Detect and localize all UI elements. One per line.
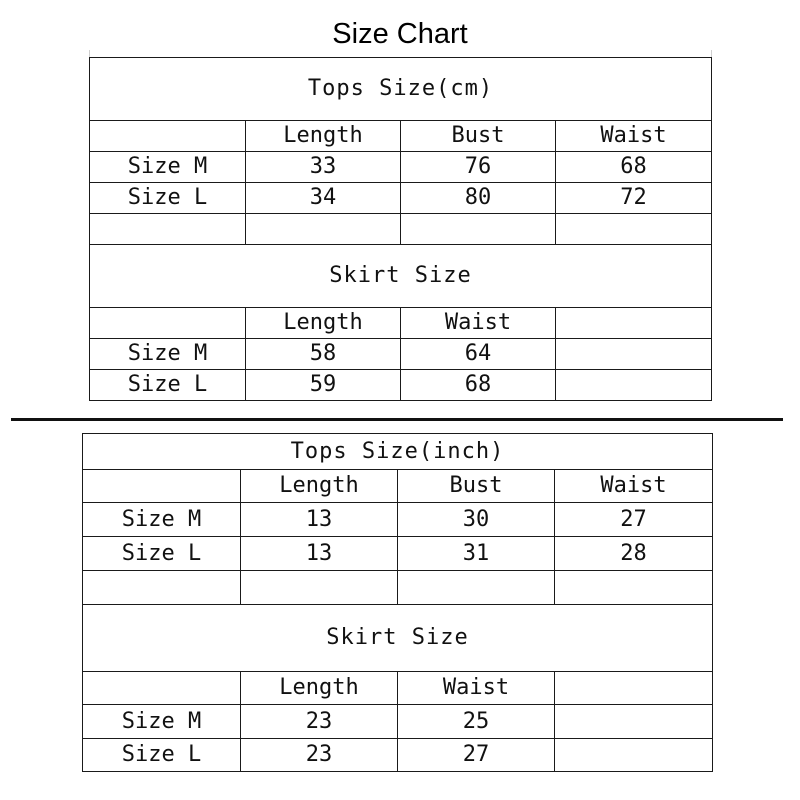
column-header (555, 672, 713, 705)
row-label: Size L (90, 370, 246, 401)
table-cell (555, 571, 713, 605)
table-cell: 72 (556, 183, 712, 214)
column-header-waist: Waist (555, 470, 713, 503)
row-label: Size M (83, 705, 241, 739)
table-cell: 28 (555, 537, 713, 571)
table-row (90, 183, 712, 214)
table-row (83, 503, 713, 537)
table-cell: 31 (398, 537, 555, 571)
column-header-bust: Bust (398, 470, 555, 503)
table-cell (83, 571, 241, 605)
column-header-length: Length (246, 121, 401, 152)
column-header-waist: Waist (556, 121, 712, 152)
table-cell (556, 339, 712, 370)
column-header-bust: Bust (401, 121, 556, 152)
table-row (83, 705, 713, 739)
skirt-header: Skirt Size (83, 605, 713, 672)
table-cell (246, 214, 401, 245)
table-row (90, 370, 712, 401)
table-row (90, 339, 712, 370)
column-header-length: Length (241, 672, 398, 705)
empty-row (90, 214, 712, 245)
table-cell: 34 (246, 183, 401, 214)
table-cell (401, 214, 556, 245)
table-cell (556, 370, 712, 401)
table-cell: 80 (401, 183, 556, 214)
table-cell: 76 (401, 152, 556, 183)
row-label: Size L (83, 739, 241, 772)
table-cell: 13 (241, 537, 398, 571)
column-header (83, 470, 241, 503)
table-cell (555, 705, 713, 739)
column-header (90, 121, 246, 152)
table-cell: 25 (398, 705, 555, 739)
table-cell: 68 (401, 370, 556, 401)
table-cell: 27 (555, 503, 713, 537)
row-label: Size M (90, 339, 246, 370)
column-header-waist: Waist (401, 308, 556, 339)
table-cell (241, 571, 398, 605)
column-header-length: Length (241, 470, 398, 503)
size-table-inch (82, 433, 713, 772)
column-header (90, 308, 246, 339)
column-header-waist: Waist (398, 672, 555, 705)
page-title: Size Chart (332, 18, 468, 50)
table-row (90, 152, 712, 183)
table-cell: 23 (241, 739, 398, 772)
table-cell: 30 (398, 503, 555, 537)
row-label: Size M (83, 503, 241, 537)
row-label: Size L (83, 537, 241, 571)
row-label: Size M (90, 152, 246, 183)
table-row (83, 739, 713, 772)
table-cell (555, 739, 713, 772)
table-cell: 58 (246, 339, 401, 370)
tops-header: Tops Size(inch) (83, 434, 713, 470)
empty-row (83, 571, 713, 605)
column-header (556, 308, 712, 339)
table-cell (556, 214, 712, 245)
tops-header: Tops Size(cm) (90, 58, 712, 121)
table-cell (398, 571, 555, 605)
table-cell: 64 (401, 339, 556, 370)
table-cell: 33 (246, 152, 401, 183)
table-cell (90, 214, 246, 245)
column-header (83, 672, 241, 705)
skirt-header: Skirt Size (90, 245, 712, 308)
table-cell: 27 (398, 739, 555, 772)
table-cell: 68 (556, 152, 712, 183)
table-row (83, 537, 713, 571)
table-cell: 13 (241, 503, 398, 537)
table-cell: 59 (246, 370, 401, 401)
table-cell: 23 (241, 705, 398, 739)
column-header-length: Length (246, 308, 401, 339)
section-divider (11, 418, 783, 421)
row-label: Size L (90, 183, 246, 214)
size-table-cm (89, 57, 712, 401)
